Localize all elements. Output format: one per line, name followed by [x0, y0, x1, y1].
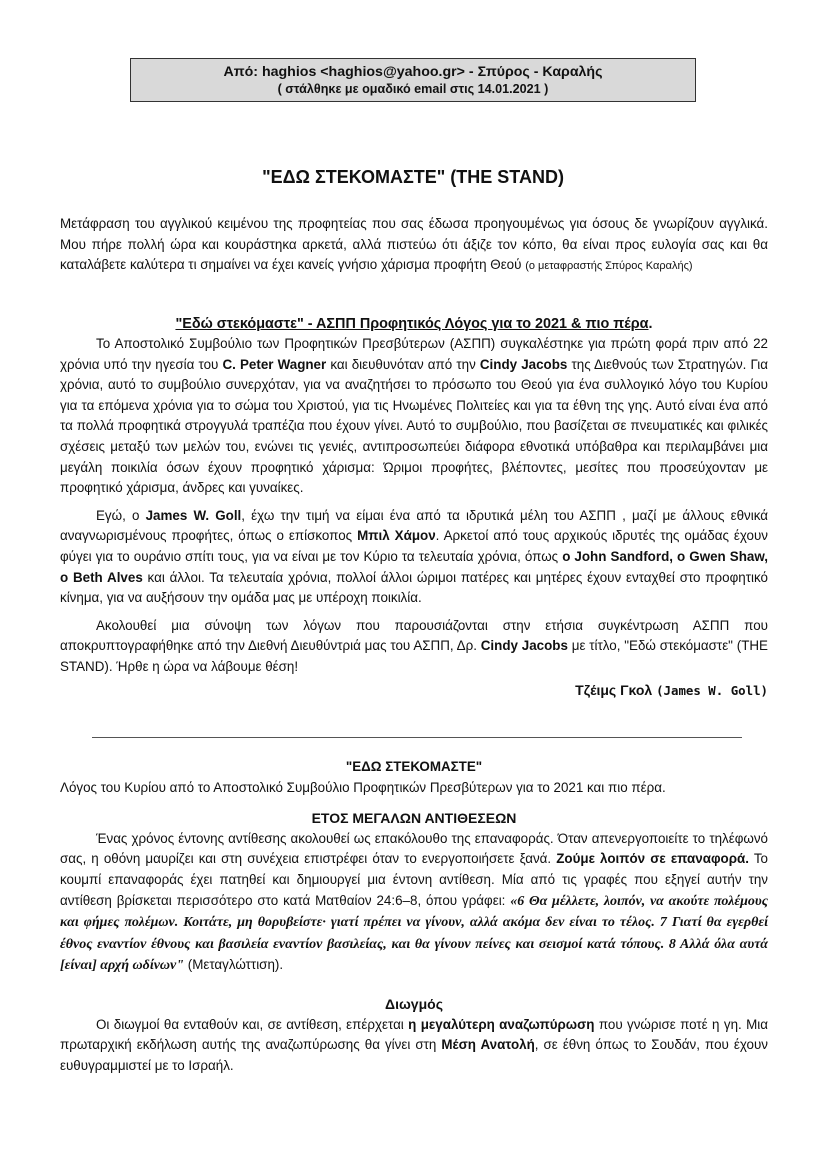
text-run: και άλλοι. Τα τελευταία χρόνια, πολλοί άλλοι ώριμοι πατέρες και μητέρες έχουν ενταχθεί στο προφητικό κίνημα, για να αυξήσουν την ομάδα μας με υπέροχη ποικιλία.	[60, 569, 768, 606]
translator-note: (ο μεταφραστής Σπύρος Καραλής)	[525, 260, 693, 273]
text-run: που γνώρισε ποτέ η γη. Μια πρωταρχική εκδήλωση αυτής της αναζωπύρωσης θα γίνει στη	[60, 1016, 768, 1053]
section-goll-intro	[60, 314, 768, 701]
text-run: Το Αποστολικό Συμβούλιο των Προφητικών Πρεσβύτερων (ΑΣΠΠ) συγκαλέστηκε για πρώτη φορά πριν από 22 χρόνια υπό την ηγεσία του	[60, 336, 768, 372]
name-cindy-jacobs: Cindy Jacobs	[480, 638, 568, 654]
section1-paragraph-2	[60, 506, 768, 609]
section2-paragraph-1	[60, 829, 768, 977]
section1-heading	[60, 314, 768, 334]
bold-reset-phrase: Ζούμε λοιπόν σε επαναφορά.	[556, 851, 749, 867]
text-run: και διευθυνόταν από την	[326, 356, 480, 372]
text-run: με τίτλο, "Εδώ στεκόμαστε" (THE STAND). Ήρθε η ώρα να λάβουμε θέση!	[60, 638, 768, 674]
email-header-box	[130, 58, 696, 102]
text-run: Ακολουθεί μια σύνοψη των λόγων που παρουσιάζονται στην ετήσια συγκέντρωση ΑΣΠΠ που αποκρυπτογραφήθηκε από την Διεθνή Διευθύντριά μας του ΑΣΠΠ, Δρ.	[60, 617, 768, 654]
names-founders: ο John Sandford, ο Gwen Shaw, ο Beth Alves	[60, 548, 768, 585]
section-divider	[92, 737, 742, 738]
persecution-heading: Διωγμός	[385, 995, 443, 1012]
sender-line: Από: haghios <haghios@yahoo.gr> - Σπύρος - Καραλής	[223, 64, 603, 80]
section1-paragraph-1	[60, 334, 768, 499]
text-run: Εγώ, ο	[96, 507, 146, 523]
bold-revival-phrase: η μεγαλύτερη αναζωπύρωση	[408, 1016, 595, 1032]
name-james-goll: James W. Goll	[145, 507, 242, 523]
section2-paragraph-2	[60, 1015, 768, 1077]
section1-heading-text: "Εδώ στεκόμαστε" - ΑΣΠΠ Προφητικός Λόγος για το 2021 & πιο πέρα	[175, 316, 649, 332]
section1-paragraph-3	[60, 616, 768, 678]
text-run: , σε έθνη όπως το Σουδάν, που έχουν ευθυγραμμιστεί με το Ισραήλ.	[60, 1037, 768, 1073]
intro-block	[60, 214, 768, 277]
section2-subtitle: Λόγος του Κυρίου από το Αποστολικό Συμβούλιο Προφητικών Πρεσβύτερων για το 2021 και πιο πέρα.	[60, 779, 666, 795]
sent-date-line: ( στάλθηκε με ομαδικό email στις 14.01.2021 )	[277, 82, 549, 96]
section-the-stand	[60, 757, 768, 1076]
intro-paragraph	[60, 214, 768, 277]
signature-greek: Τζέιμς Γκολ	[575, 681, 653, 698]
document-title: "ΕΔΩ ΣΤΕΚΟΜΑΣΤΕ" (THE STAND)	[262, 167, 564, 187]
signature-english: (James W. Goll)	[656, 682, 768, 698]
text-run: Ένας χρόνος έντονης αντίθεσης ακολουθεί ως επακόλουθο της επαναφοράς. Όταν απενεργοποιείτε το τηλέφωνό σας, η οθόνη μαυρίζει και στη συνέχεια επιστρέφει όταν το ενεργοποιήσετε ξανά.	[60, 830, 768, 867]
signature	[60, 680, 768, 702]
bold-middle-east: Μέση Ανατολή	[441, 1037, 535, 1053]
text-run: , έχω την τιμή να είμαι ένα από τα ιδρυτικά μέλη του ΑΣΠΠ , μαζί με άλλους εθνικά αναγνωρισμένους προφήτες, όπως ο επίσκοπος	[60, 507, 768, 544]
name-peter-wagner: C. Peter Wagner	[222, 356, 327, 372]
year-heading: ΕΤΟΣ ΜΕΓΑΛΩΝ ΑΝΤΙΘΕΣΕΩΝ	[311, 810, 517, 827]
scripture-quote: «6 Θα μέλλετε, λοιπόν, να ακούτε πολέμους και φήμες πολέμων. Κοιτάτε, μη θορυβείστε· γιατί πρέπει να γίνουν, αλλά ακόμα δεν είναι το τέλος. 7 Γιατί θα εγερθεί έθνος εναντίον έθνους και βασιλεία εναντίον βασιλείας, και θα γίνουν πείνες και σεισμοί κατά τόπους. 8 Αλλά όλα αυτά [είναι] αρχή ωδίνων"	[60, 893, 768, 974]
text-run: . Αρκετοί από τους αρχικούς ιδρυτές της ομάδας έχουν φύγει για το ουράνιο σπίτι τους, για να είναι με τον Κύριο τα τελευταία χρόνια, όπως	[60, 528, 769, 564]
section2-heading: "ΕΔΩ ΣΤΕΚΟΜΑΣΤΕ"	[345, 759, 483, 774]
section1-heading-end: .	[648, 316, 653, 332]
name-bill-hamon: Μπιλ Χάμον	[357, 528, 436, 544]
intro-text: Μετάφραση του αγγλικού κειμένου της προφητείας που σας έδωσα προηγουμένως για όσους δε γνωρίζουν αγγλικά. Μου πήρε πολλή ώρα και κουράστηκα αρκετά, αλλά πιστεύω ότι άξιζε τον κόπο, θα είναι προς ευλογία σας και θα καταλάβετε καλύτερα τι σημαίνει να έχει κανείς γνήσιο χάρισμα προφήτη Θεού	[60, 216, 768, 273]
name-cindy-jacobs: Cindy Jacobs	[479, 356, 568, 372]
text-run: Το κουμπί επαναφοράς έχει πατηθεί και δημιουργεί μια έντονη αντίθεση. Μία από τις γραφές που εξηγεί αυτήν την αντίθεση βρίσκεται περισσότερο στο κατά Ματθαίον 24:6–8, όπου γράφει:	[60, 851, 768, 908]
text-run: Οι διωγμοί θα ενταθούν και, σε αντίθεση, επέρχεται	[96, 1016, 409, 1032]
text-run: της Διεθνούς των Στρατηγών. Για χρόνια, αυτό το συμβούλιο συνερχόταν, για να αναζητήσει το πρόσωπο του Θεού για ένα συλλογικό λόγο του Κυρίου για τα επόμενα χρόνια για το σώμα του Χριστού, για τις Ηνωμένες Πολιτείες και για τα έθνη της γης. Αυτό είναι ένα από τα πολλά προφητικά στρογγυλά τραπέζια που έχουν γίνει. Αυτό το συμβούλιο, που βασίζεται σε πνευματικές και φιλικές σχέσεις μεταξύ των μελών του, ενώνει τις γενιές, αντιπροσωπεύει διάφορα εθνοτικά υπόβαθρα και περιλαμβάνει μια μεγάλη ποικιλία όσων έχουν προφητικό χάρισμα: Ώριμοι προφήτες, βλέποντες, μεσίτες που προσεύχονταν με προφητικό χάρισμα, άνδρες και γυναίκες.	[60, 356, 768, 496]
text-run: (Μεταγλώττιση).	[184, 957, 284, 973]
